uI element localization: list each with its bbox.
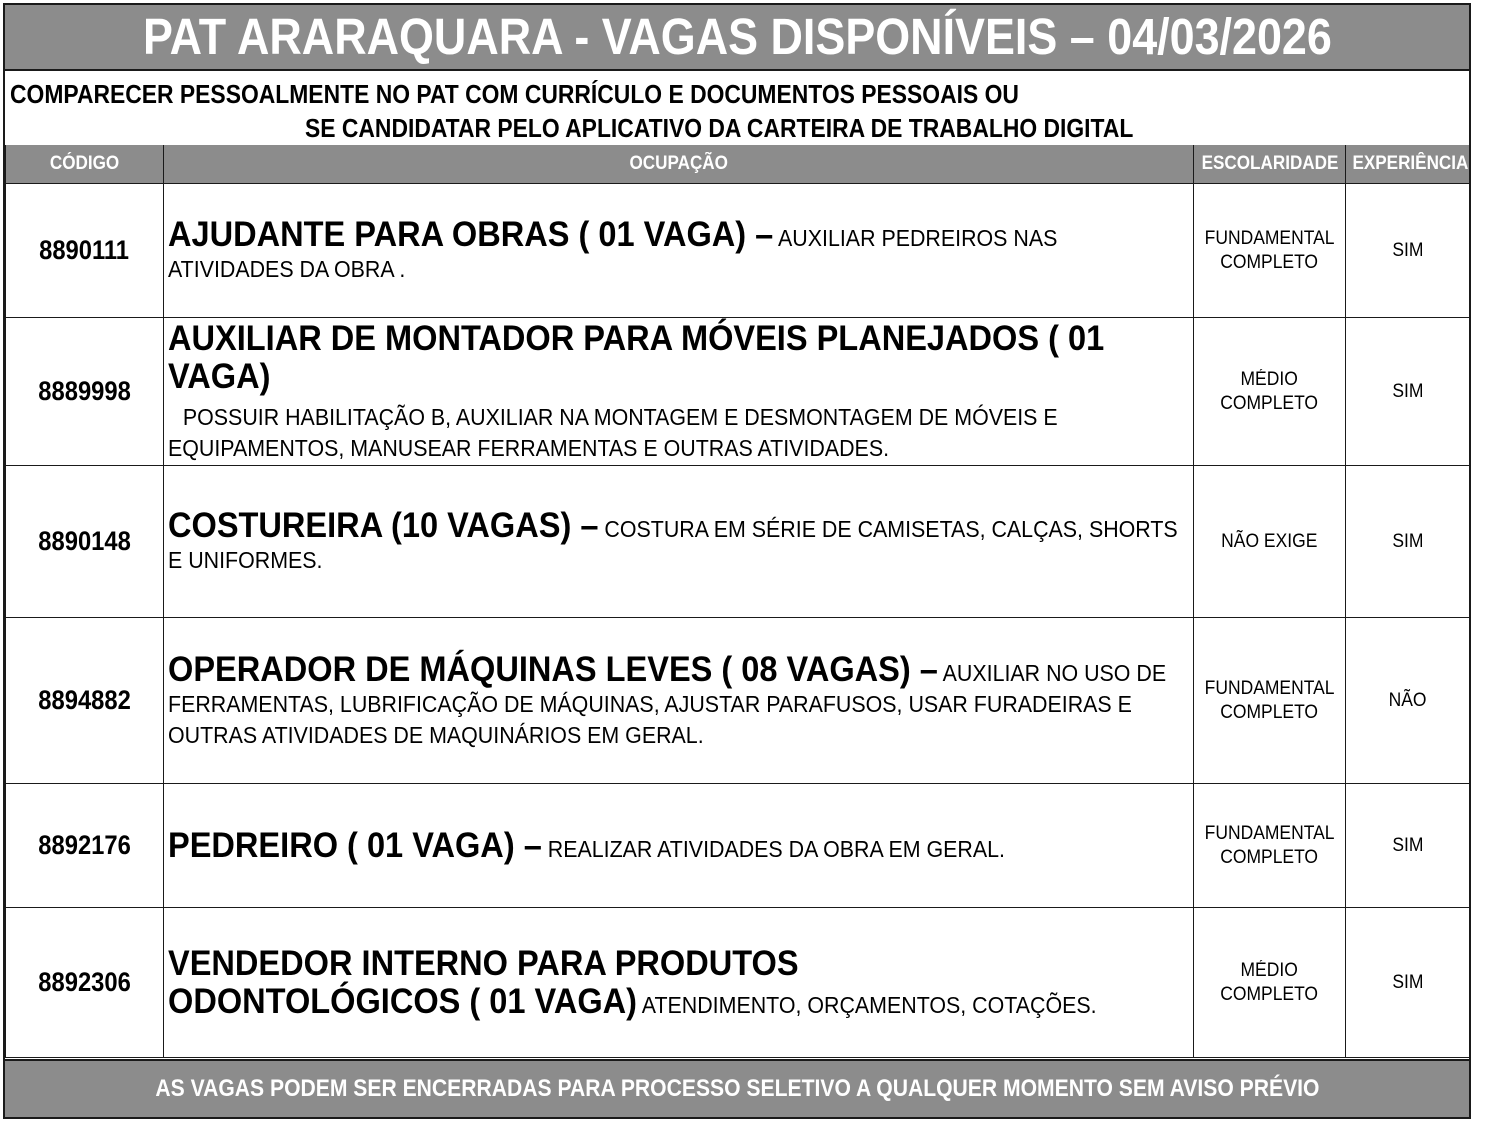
job-code: 8889998 — [6, 318, 164, 466]
job-code: 8894882 — [6, 618, 164, 784]
table-row — [6, 466, 1470, 618]
job-occupation — [164, 618, 1194, 784]
column-header-experience: EXPERIÊNCIA — [1346, 145, 1470, 184]
job-occupation — [164, 318, 1194, 466]
table-row — [6, 784, 1470, 908]
jobs-table — [5, 145, 1470, 1058]
footer-notice — [5, 1059, 1469, 1117]
job-title: OPERADOR DE MÁQUINAS LEVES ( 08 VAGAS) – — [168, 649, 938, 689]
job-code: 8890111 — [6, 184, 164, 318]
column-header-occupation: OCUPAÇÃO — [164, 145, 1194, 184]
job-education: MÉDIO COMPLETO — [1194, 908, 1346, 1058]
table-row — [6, 184, 1470, 318]
job-occupation — [164, 784, 1194, 908]
instructions-line-2: SE CANDIDATAR PELO APLICATIVO DA CARTEIRA DE TRABALHO DIGITAL — [305, 113, 1134, 143]
job-experience: NÃO — [1346, 618, 1470, 784]
job-occupation — [164, 184, 1194, 318]
job-description: REALIZAR ATIVIDADES DA OBRA EM GERAL. — [547, 835, 1005, 862]
instructions-line-1: COMPARECER PESSOALMENTE NO PAT COM CURRÍCULO E DOCUMENTOS PESSOAIS OU — [10, 79, 1019, 109]
job-description: AUXILIAR NO USO DE FERRAMENTAS, LUBRIFICAÇÃO DE MÁQUINAS, AJUSTAR PARAFUSOS, USAR FURADEIRAS E OUTRAS ATIVIDADES DE MAQUINÁRIOS EM GERAL. — [168, 659, 1167, 748]
job-experience: SIM — [1346, 318, 1470, 466]
job-education: MÉDIO COMPLETO — [1194, 318, 1346, 466]
table-row — [6, 318, 1470, 466]
application-instructions — [5, 71, 1469, 147]
job-title: VENDEDOR INTERNO PARA PRODUTOS ODONTOLÓGICOS ( 01 VAGA) — [168, 943, 799, 1021]
job-title: COSTUREIRA (10 VAGAS) – — [168, 506, 599, 545]
column-header-education: ESCOLARIDADE — [1194, 145, 1346, 184]
job-code: 8892306 — [6, 908, 164, 1058]
table-row — [6, 908, 1470, 1058]
table-row — [6, 618, 1470, 784]
job-experience: SIM — [1346, 184, 1470, 318]
job-title: PEDREIRO ( 01 VAGA) – — [168, 825, 542, 865]
table-header-row — [6, 145, 1470, 184]
page-title — [5, 5, 1469, 71]
job-description: AUXILIAR PEDREIROS NAS ATIVIDADES DA OBRA . — [168, 225, 1058, 282]
job-experience: SIM — [1346, 784, 1470, 908]
job-title: AUXILIAR DE MONTADOR PARA MÓVEIS PLANEJADOS ( 01 VAGA) — [168, 318, 1105, 396]
job-code: 8890148 — [6, 466, 164, 618]
job-description: ATENDIMENTO, ORÇAMENTOS, COTAÇÕES. — [641, 991, 1097, 1018]
job-title: AJUDANTE PARA OBRAS ( 01 VAGA) – — [168, 215, 774, 254]
page-title-text: PAT ARARAQUARA - VAGAS DISPONÍVEIS – 04/03/2026 — [142, 8, 1332, 65]
job-description: COSTURA EM SÉRIE DE CAMISETAS, CALÇAS, SHORTS E UNIFORMES. — [168, 516, 1178, 573]
job-education: FUNDAMENTAL COMPLETO — [1194, 784, 1346, 908]
job-education: FUNDAMENTAL COMPLETO — [1194, 184, 1346, 318]
job-education: FUNDAMENTAL COMPLETO — [1194, 618, 1346, 784]
job-experience: SIM — [1346, 466, 1470, 618]
job-description: POSSUIR HABILITAÇÃO B, AUXILIAR NA MONTAGEM E DESMONTAGEM DE MÓVEIS E EQUIPAMENTOS, MANUSEAR FERRAMENTAS E OUTRAS ATIVIDADES. — [168, 403, 1058, 461]
job-occupation — [164, 466, 1194, 618]
column-header-code: CÓDIGO — [6, 145, 164, 184]
job-experience: SIM — [1346, 908, 1470, 1058]
job-code: 8892176 — [6, 784, 164, 908]
job-listing-sheet — [3, 3, 1471, 1119]
job-education: NÃO EXIGE — [1194, 466, 1346, 618]
job-occupation — [164, 908, 1194, 1058]
footer-notice-text: AS VAGAS PODEM SER ENCERRADAS PARA PROCESSO SELETIVO A QUALQUER MOMENTO SEM AVISO PRÉVIO — [154, 1075, 1320, 1102]
